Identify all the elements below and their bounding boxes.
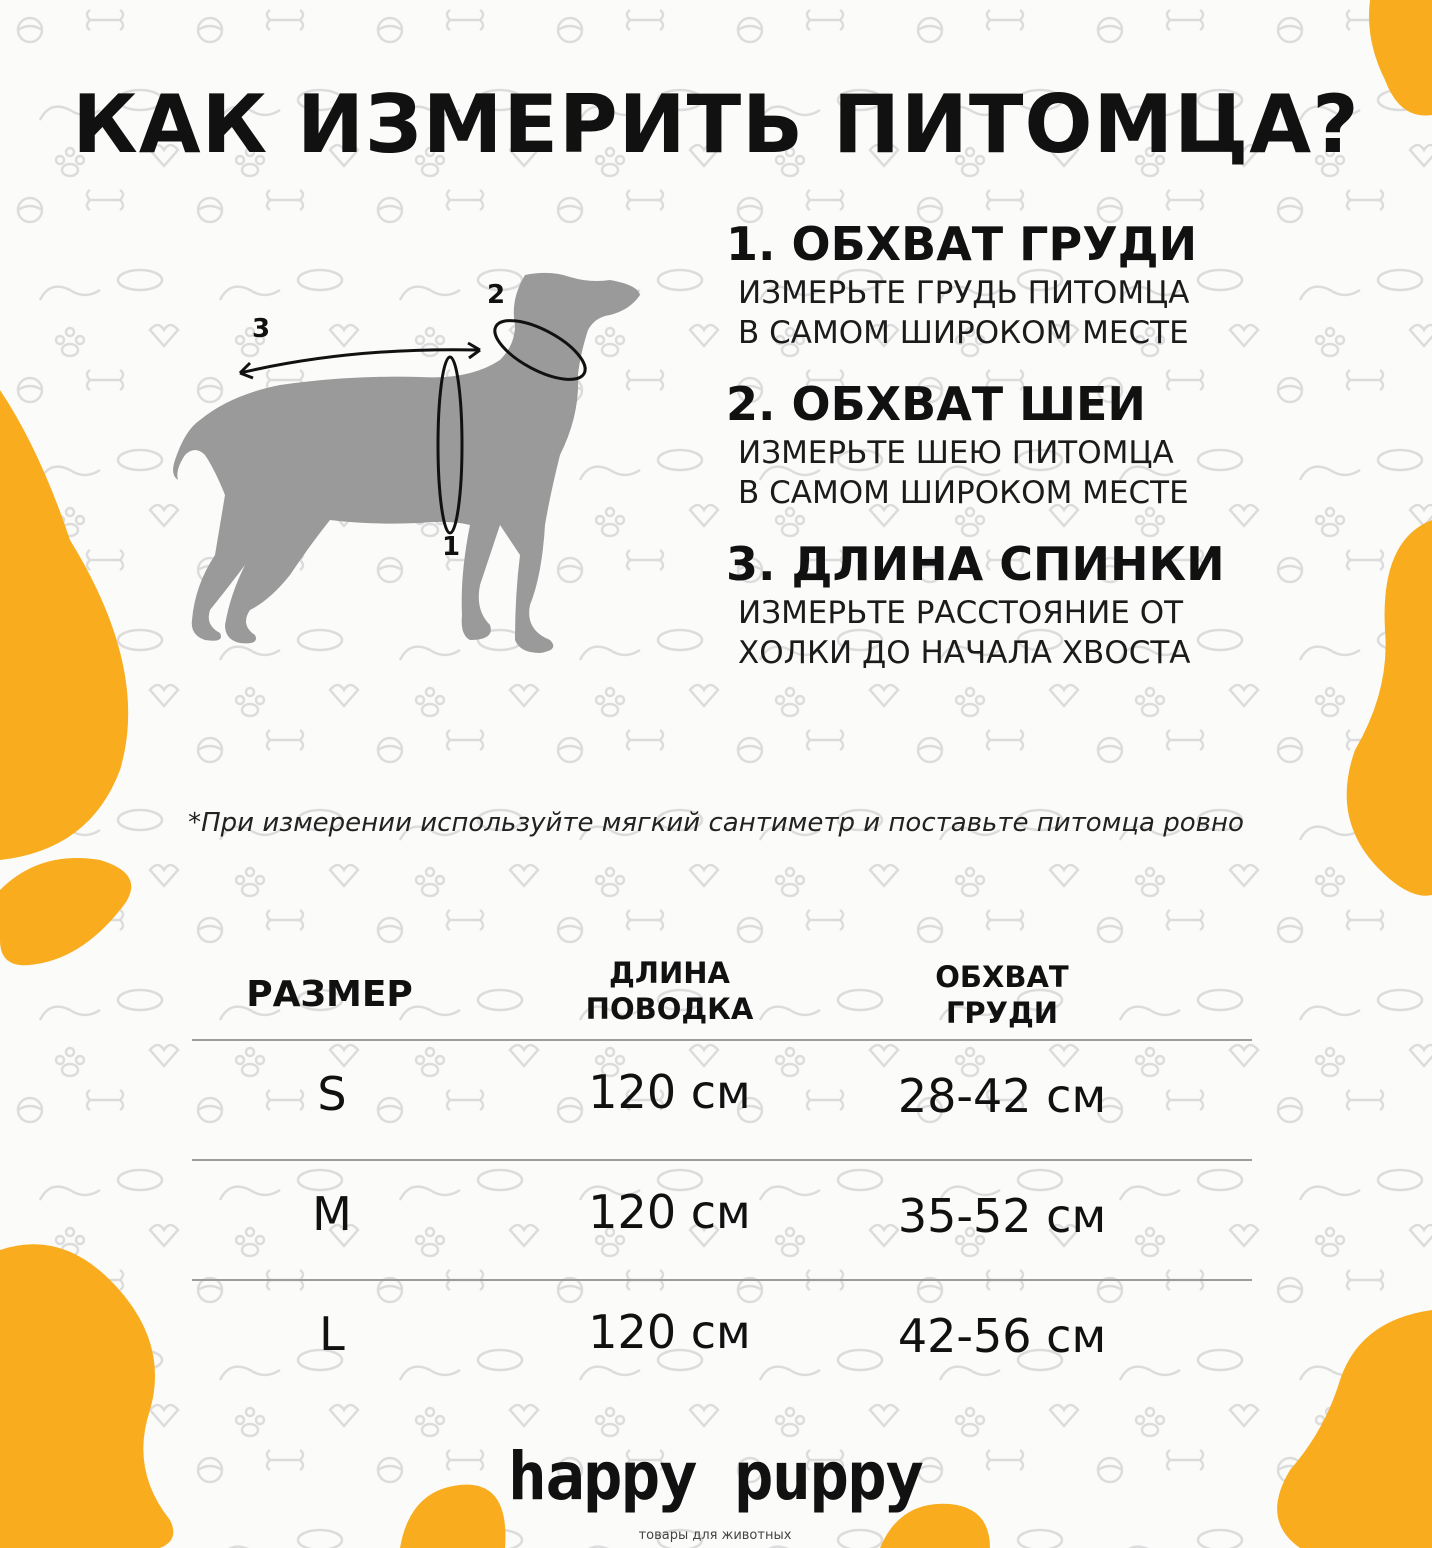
table-divider — [192, 1159, 1252, 1161]
header-chest — [892, 959, 1112, 1031]
measurement-steps — [726, 215, 1366, 695]
accent-blob-bottom-right — [1270, 1310, 1432, 1548]
table-divider — [192, 1279, 1252, 1281]
chest-label: 1 — [442, 532, 461, 562]
step-chest — [726, 215, 1366, 353]
size-cell: L — [319, 1307, 345, 1361]
leash-cell: 120 см — [588, 1305, 751, 1359]
header-chest-line2: ГРУДИ — [945, 996, 1059, 1030]
leash-cell: 120 см — [588, 1185, 751, 1239]
header-size: РАЗМЕР — [246, 974, 413, 1015]
header-leash-line1: ДЛИНА — [609, 956, 730, 990]
dog-silhouette — [173, 273, 640, 653]
back-label: 3 — [252, 314, 271, 344]
chest-cell: 42-56 см — [897, 1309, 1107, 1363]
step-text: В САМОМ ШИРОКОМ МЕСТЕ — [738, 475, 1189, 511]
accent-blob-left-small — [0, 850, 140, 970]
table-divider — [192, 1039, 1252, 1041]
brand-logo: happy puppy — [507, 1438, 923, 1515]
step-back — [726, 535, 1366, 673]
dog-measurement-diagram — [170, 255, 650, 685]
size-cell: M — [312, 1187, 352, 1241]
step-text: В САМОМ ШИРОКОМ МЕСТЕ — [738, 315, 1189, 351]
page-title: КАК ИЗМЕРИТЬ ПИТОМЦА? — [72, 78, 1360, 171]
step-heading: 1. ОБХВАТ ГРУДИ — [726, 217, 1198, 271]
size-cell: S — [317, 1067, 347, 1121]
step-neck — [726, 375, 1366, 513]
chest-cell: 35-52 см — [897, 1189, 1107, 1243]
header-chest-line1: ОБХВАТ — [935, 960, 1069, 994]
step-text: ХОЛКИ ДО НАЧАЛА ХВОСТА — [738, 635, 1191, 671]
accent-blob-bottom-left — [0, 1240, 200, 1548]
step-text: ИЗМЕРЬТЕ ШЕЮ ПИТОМЦА — [738, 435, 1174, 471]
accent-blob-left — [0, 390, 150, 860]
brand-tagline: товары для животных — [638, 1528, 792, 1543]
header-leash — [552, 955, 787, 1027]
step-text: ИЗМЕРЬТЕ РАССТОЯНИЕ ОТ — [738, 595, 1184, 631]
step-heading: 3. ДЛИНА СПИНКИ — [726, 537, 1225, 591]
leash-cell: 120 см — [588, 1065, 751, 1119]
accent-blob-bottom-center — [400, 1480, 510, 1548]
measurement-note: *При измерении используйте мягкий сантиметр и поставьте питомца ровно — [188, 808, 1244, 838]
step-text: ИЗМЕРЬТЕ ГРУДЬ ПИТОМЦА — [738, 275, 1190, 311]
chest-cell: 28-42 см — [897, 1069, 1107, 1123]
neck-label: 2 — [487, 280, 506, 310]
header-leash-line2: ПОВОДКА — [585, 992, 754, 1026]
step-heading: 2. ОБХВАТ ШЕИ — [726, 377, 1146, 431]
